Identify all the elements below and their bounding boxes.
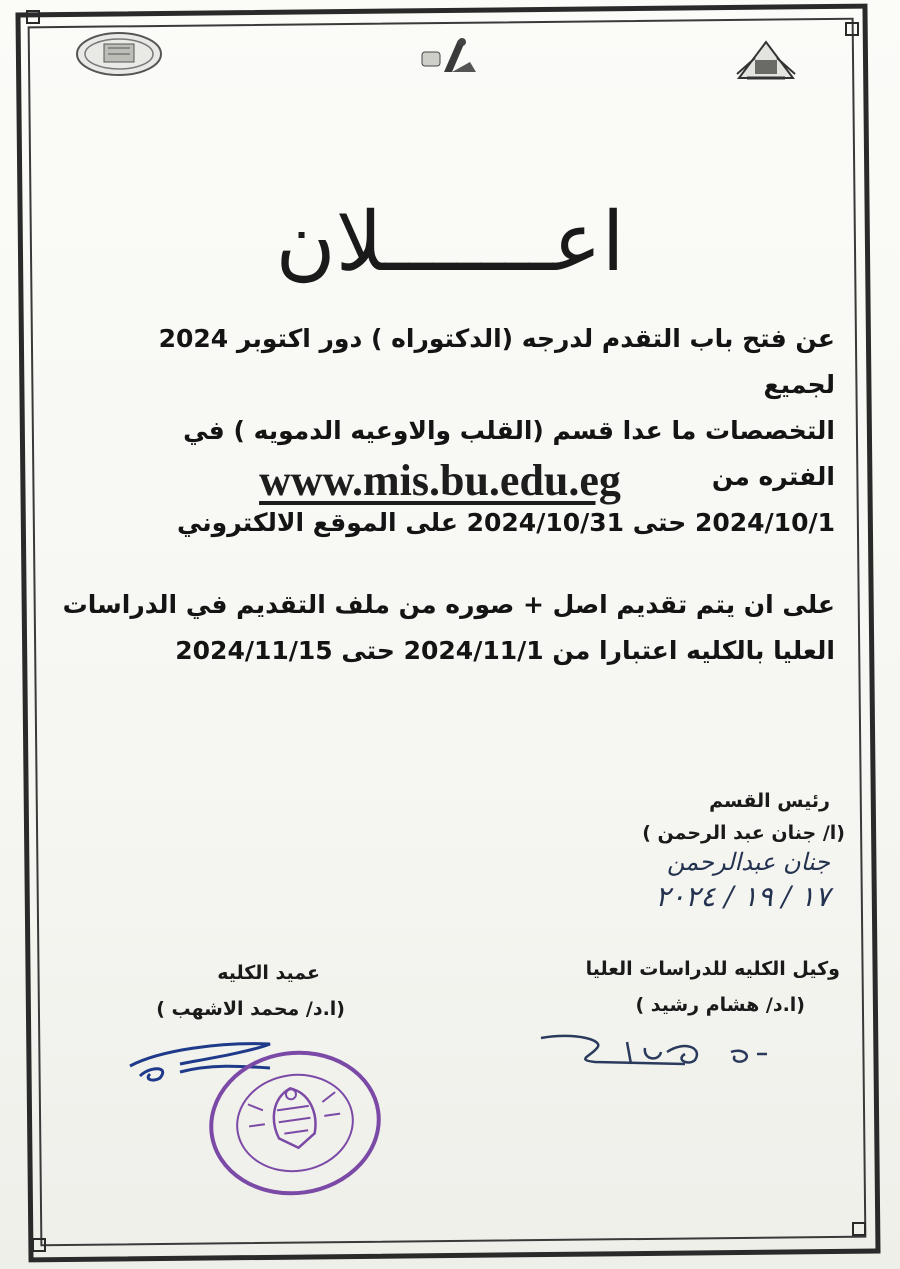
dept-head-handwritten-date: ١٧ / ١٩ / ٢٠٢٤ [655,880,830,913]
dean-name: (ا.د/ محمد الاشهب ) [156,998,345,1020]
announcement-title: اعـــــــلان [275,195,625,290]
university-logo-left [74,30,164,78]
center-logo [418,32,478,80]
dean-role: عميد الكليه [217,962,320,984]
announcement-paragraph-1 [100,316,835,546]
faculty-logo-right [733,38,799,82]
website-link[interactable]: www.mis.bu.edu.eg [259,456,621,505]
corner-ornament [845,22,859,36]
vice-dean-role: وكيل الكليه للدراسات العليا [585,958,840,980]
paragraph-line: العليا بالكليه اعتبارا من 2024/11/1 حتى 2024/11/15 [175,636,835,665]
announcement-paragraph-2 [60,582,835,674]
vice-dean-name: (ا.د/ هشام رشيد ) [635,994,805,1016]
corner-ornament [32,1238,46,1252]
paragraph-line: 2024/10/1 حتى 2024/10/31 على الموقع الالكتروني [176,508,835,537]
corner-ornament [852,1222,866,1236]
vice-dean-signature [535,1030,775,1078]
dept-head-name: (ا/ جنان عبد الرحمن ) [642,822,845,844]
faculty-stamp [205,1048,385,1198]
paragraph-line: على ان يتم تقديم اصل + صوره من ملف التقديم في الدراسات [62,590,835,619]
dept-head-handwritten-name: جنان عبدالرحمن [666,848,830,876]
paragraph-line: التخصصات ما عدا قسم (القلب والاوعيه الدمويه ) في الفتره من [183,416,835,491]
corner-ornament [26,10,40,24]
paragraph-line: عن فتح باب التقدم لدرجه (الدكتوراه ) دور اكتوبر 2024 لجميع [158,324,835,399]
dept-head-role: رئيس القسم [709,790,830,812]
